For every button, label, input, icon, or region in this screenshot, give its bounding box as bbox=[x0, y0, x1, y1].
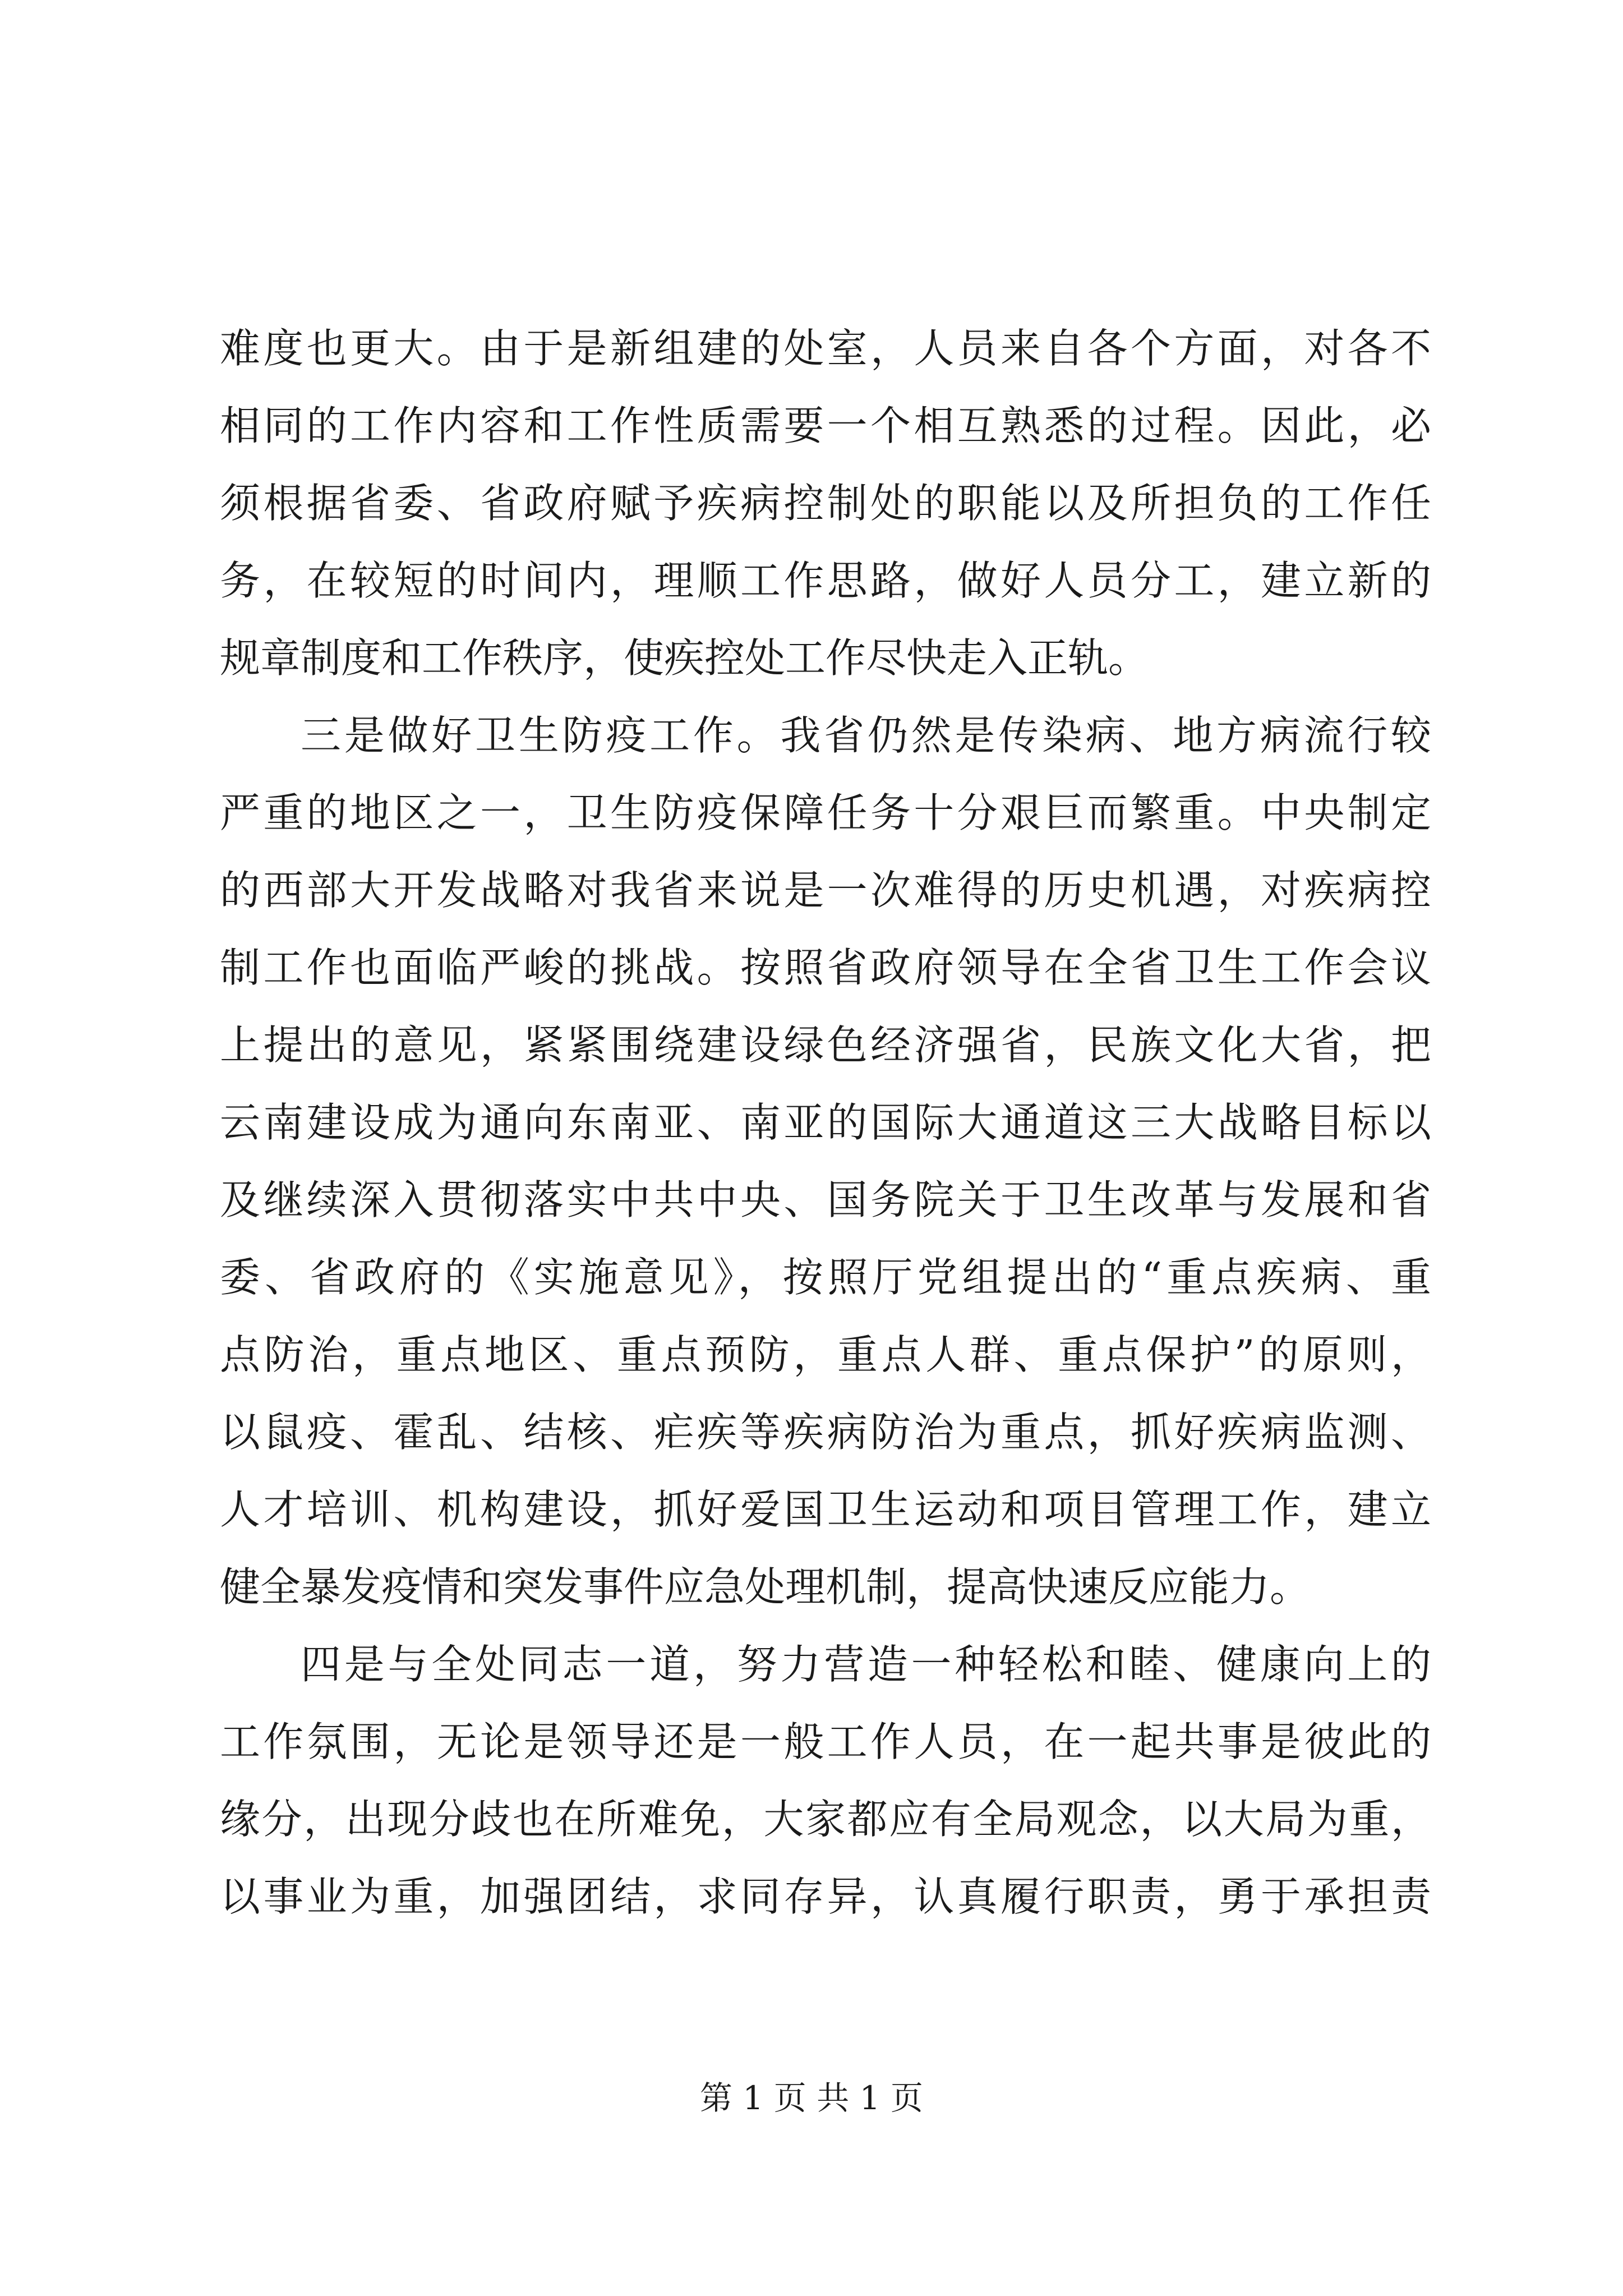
paragraph-1-line-5: 规章制度和工作秩序，使疾控处工作尽快走入正轨。 bbox=[220, 634, 1149, 682]
paragraph-2-line-2: 严重的地区之一，卫生防疫保障任务十分艰巨而繁重。中央制定 bbox=[220, 789, 1431, 836]
paragraph-1-line-1: 难度也更大。由于是新组建的处室，人员来自各个方面，对各不 bbox=[220, 325, 1431, 372]
paragraph-2-line-6: 云南建设成为通向东南亚、南亚的国际大通道这三大战略目标以 bbox=[220, 1099, 1431, 1146]
paragraph-3-line-1: 四是与全处同志一道，努力营造一种轻松和睦、健康向上的 bbox=[301, 1641, 1431, 1688]
paragraph-2-line-8: 委、省政府的《实施意见》，按照厅党组提出的“重点疾病、重 bbox=[220, 1254, 1431, 1301]
paragraph-1-line-2: 相同的工作内容和工作性质需要一个相互熟悉的过程。因此，必 bbox=[220, 402, 1431, 449]
document-body bbox=[220, 310, 1431, 1935]
paragraph-2-line-3: 的西部大开发战略对我省来说是一次难得的历史机遇，对疾病控 bbox=[220, 867, 1431, 914]
paragraph-3-line-2: 工作氛围，无论是领导还是一般工作人员，在一起共事是彼此的 bbox=[220, 1718, 1431, 1765]
paragraph-2-line-5: 上提出的意见，紧紧围绕建设绿色经济强省，民族文化大省，把 bbox=[220, 1022, 1431, 1069]
paragraph-2-line-12: 健全暴发疫情和突发事件应急处理机制，提高快速反应能力。 bbox=[220, 1563, 1311, 1611]
paragraph-2-line-1: 三是做好卫生防疫工作。我省仍然是传染病、地方病流行较 bbox=[301, 712, 1431, 759]
paragraph-1-line-3: 须根据省委、省政府赋予疾病控制处的职能以及所担负的工作任 bbox=[220, 480, 1431, 527]
paragraph-2-line-10: 以鼠疫、霍乱、结核、疟疾等疾病防治为重点，抓好疾病监测、 bbox=[220, 1409, 1431, 1456]
paragraph-2-line-7: 及继续深入贯彻落实中共中央、国务院关于卫生改革与发展和省 bbox=[220, 1176, 1431, 1223]
paragraph-2-line-9: 点防治，重点地区、重点预防，重点人群、重点保护”的原则， bbox=[220, 1331, 1431, 1378]
paragraph-3-line-3: 缘分，出现分歧也在所难免，大家都应有全局观念，以大局为重， bbox=[220, 1796, 1431, 1843]
page-number: 第 1 页 共 1 页 bbox=[700, 2079, 923, 2117]
paragraph-2-line-11: 人才培训、机构建设，抓好爱国卫生运动和项目管理工作，建立 bbox=[220, 1486, 1431, 1533]
paragraph-2-line-4: 制工作也面临严峻的挑战。按照省政府领导在全省卫生工作会议 bbox=[220, 944, 1431, 991]
paragraph-3-line-4: 以事业为重，加强团结，求同存异，认真履行职责，勇于承担责 bbox=[220, 1873, 1431, 1920]
paragraph-1-line-4: 务，在较短的时间内，理顺工作思路，做好人员分工，建立新的 bbox=[220, 557, 1431, 604]
